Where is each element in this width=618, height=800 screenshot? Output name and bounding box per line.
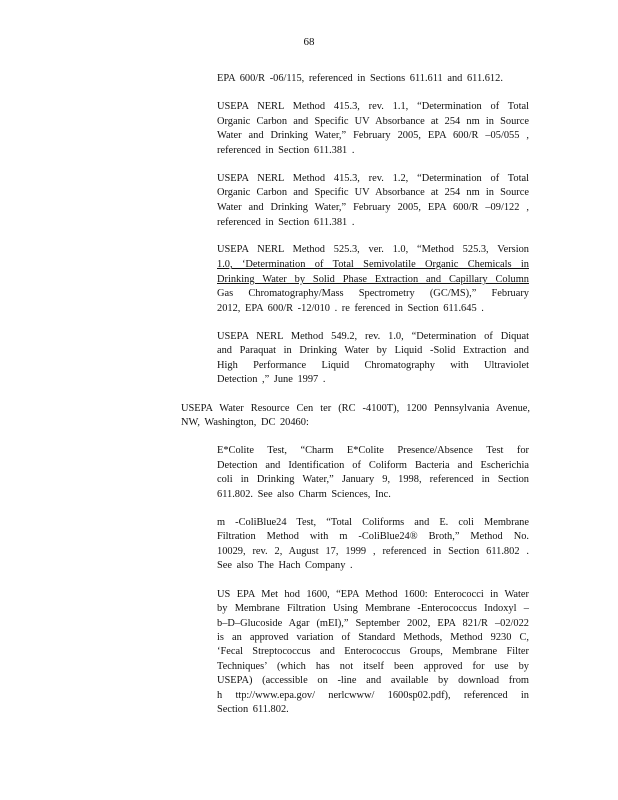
reference-line: Organic Carbon and Specific UV Absorbance at 254 nm in Source bbox=[217, 116, 529, 127]
reference-line: USEPA NERL Method 415.3, rev. 1.2, “Determination of Total bbox=[217, 173, 529, 184]
reference-line: referenced in Section 611.381 . bbox=[217, 217, 355, 228]
reference-line: referenced in Section 611.381 . bbox=[217, 145, 355, 156]
reference-line: Filtration Method with m -ColiBlue24® Broth,” Method No. bbox=[217, 531, 529, 542]
reference-line: USEPA NERL Method 525.3, ver. 1.0, “Method 525.3, Version bbox=[217, 244, 529, 255]
reference-line: 2012, EPA 600/R -12/010 . re ferenced in Section 611.645 . bbox=[217, 303, 484, 314]
reference-line: and Paraquat in Drinking Water by Liquid -Solid Extraction and bbox=[217, 345, 529, 356]
reference-line: Techniques’ (which has not itself been approved for use by bbox=[217, 661, 529, 672]
reference-line: 611.802. See also Charm Sciences, Inc. bbox=[217, 489, 391, 500]
page-number: 68 bbox=[303, 36, 315, 48]
reference-line: ‘Fecal Streptococcus and Enterococcus Groups, Membrane Filter bbox=[217, 646, 529, 657]
reference-line: coli in Drinking Water,” January 9, 1998, referenced in Section bbox=[217, 474, 529, 485]
reference-line-underlined: Drinking Water by Solid Phase Extraction and Capillary Column bbox=[217, 274, 529, 285]
reference-line: Organic Carbon and Specific UV Absorbance at 254 nm in Source bbox=[217, 187, 529, 198]
source-heading-line: USEPA Water Resource Cen ter (RC -4100T), 1200 Pennsylvania Avenue, bbox=[181, 403, 530, 414]
reference-line: USEPA NERL Method 549.2, rev. 1.0, “Determination of Diquat bbox=[217, 331, 529, 342]
reference-line: Gas Chromatography/Mass Spectrometry (GC/MS),” February bbox=[217, 288, 529, 299]
reference-line: See also The Hach Company . bbox=[217, 560, 353, 571]
reference-line: E*Colite Test, “Charm E*Colite Presence/Absence Test for bbox=[217, 445, 529, 456]
reference-line: Water and Drinking Water,” February 2005, EPA 600/R –09/122 , bbox=[217, 202, 529, 213]
reference-line-url: h ttp://www.epa.gov/ nerlcwww/ 1600sp02.pdf), referenced in bbox=[217, 690, 529, 701]
reference-line: USEPA NERL Method 415.3, rev. 1.1, “Determination of Total bbox=[217, 101, 529, 112]
source-heading-line: NW, Washington, DC 20460: bbox=[181, 417, 309, 428]
reference-line: is an approved variation of Standard Methods, Method 9230 C, bbox=[217, 632, 529, 643]
reference-line: USEPA) (accessible on -line and available by download from bbox=[217, 675, 529, 686]
reference-line: EPA 600/R -06/115, referenced in Sections 611.611 and 611.612. bbox=[217, 73, 503, 84]
reference-line: Water and Drinking Water,” February 2005, EPA 600/R –05/055 , bbox=[217, 130, 529, 141]
reference-line: Detection ,” June 1997 . bbox=[217, 374, 326, 385]
reference-line: US EPA Met hod 1600, “EPA Method 1600: Enterococci in Water bbox=[217, 589, 529, 600]
reference-line: b–D–Glucoside Agar (mEI),” September 2002, EPA 821/R –02/022 bbox=[217, 618, 529, 629]
reference-line: Section 611.802. bbox=[217, 704, 289, 715]
reference-line: 10029, rev. 2, August 17, 1999 , referenced in Section 611.802 . bbox=[217, 546, 529, 557]
reference-line: Detection and Identification of Coliform Bacteria and Escherichia bbox=[217, 460, 529, 471]
reference-line-underlined: 1.0, ‘Determination of Total Semivolatile Organic Chemicals in bbox=[217, 259, 529, 270]
reference-line: High Performance Liquid Chromatography with Ultraviolet bbox=[217, 360, 529, 371]
reference-line: by Membrane Filtration Using Membrane -Enterococcus Indoxyl – bbox=[217, 603, 529, 614]
reference-line: m -ColiBlue24 Test, “Total Coliforms and E. coli Membrane bbox=[217, 517, 529, 528]
